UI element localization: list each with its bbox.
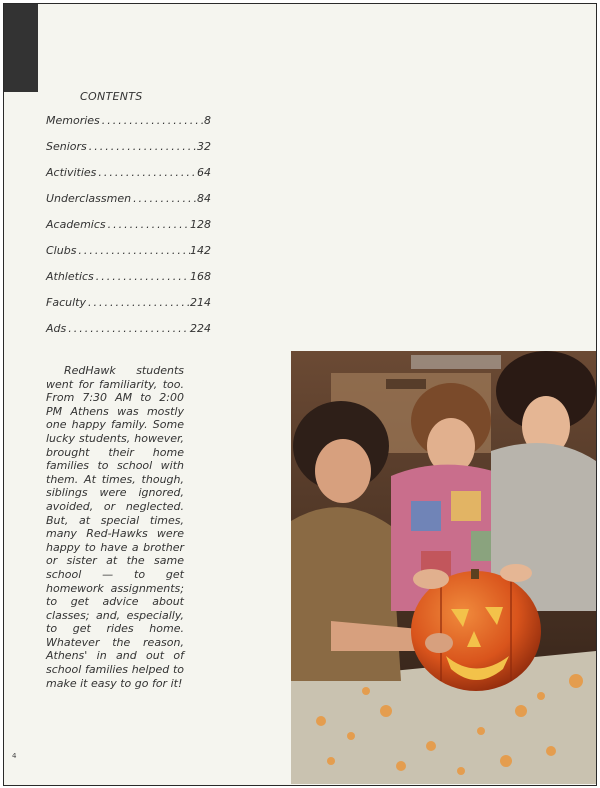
contents-entry-label: Faculty xyxy=(46,296,86,309)
contents-entry-label: Activities xyxy=(46,166,97,179)
body-copy xyxy=(46,364,184,690)
contents-entry-page: 84 xyxy=(197,192,211,205)
contents-entry-page: 8 xyxy=(204,114,211,127)
dot-leader xyxy=(106,218,190,231)
contents-entry xyxy=(46,322,211,348)
contents-entry-label: Clubs xyxy=(46,244,77,257)
dot-leader xyxy=(76,244,190,257)
contents-entry-page: 224 xyxy=(190,322,211,335)
contents-entry xyxy=(46,270,211,296)
contents-heading: CONTENTS xyxy=(80,90,143,103)
contents-entry xyxy=(46,166,211,192)
contents-entry-label: Underclassmen xyxy=(46,192,132,205)
contents-entry-label: Ads xyxy=(46,322,67,335)
contents-entry xyxy=(46,140,211,166)
contents-entry-page: 214 xyxy=(190,296,211,309)
contents-entry-label: Memories xyxy=(46,114,100,127)
dot-leader xyxy=(86,296,190,309)
dot-leader xyxy=(131,192,197,205)
contents-list xyxy=(46,114,211,348)
contents-entry-page: 32 xyxy=(197,140,211,153)
dot-leader xyxy=(96,166,197,179)
contents-entry xyxy=(46,296,211,322)
contents-entry-page: 168 xyxy=(190,270,211,283)
page-number: 4 xyxy=(12,752,17,760)
dot-leader xyxy=(100,114,204,127)
hand xyxy=(500,564,532,582)
dot-leader xyxy=(66,322,190,335)
contents-entry xyxy=(46,192,211,218)
contents-entry-label: Athletics xyxy=(46,270,94,283)
body-paragraph: RedHawk students went for familiarity, too. From 7:30 AM to 2:00 PM Athens was mostly one happy family. Some lucky students, however, brought their home families to school with them. At times, though, siblings were ignored, avoided, or neglected. But, at special times, many Red-Hawks were happy to have a brother or sister at the same school — to get homework assignments; to get advice about classes; and, especially, to get rides home. Whatever the reason, Athens' in and out of school families helped to make it easy to go for it! xyxy=(46,364,184,690)
contents-entry-label: Seniors xyxy=(46,140,87,153)
pumpkin-carving-photo xyxy=(291,351,596,784)
dot-leader xyxy=(87,140,197,153)
contents-entry xyxy=(46,244,211,270)
dot-leader xyxy=(94,270,190,283)
contents-entry-label: Academics xyxy=(46,218,106,231)
contents-entry xyxy=(46,114,211,140)
contents-entry-page: 64 xyxy=(197,166,211,179)
page-corner-tab xyxy=(4,4,38,92)
hand xyxy=(413,569,449,589)
yearbook-page xyxy=(3,3,597,786)
left-person-sweater xyxy=(291,507,401,681)
photo-illustration xyxy=(291,351,596,784)
contents-entry xyxy=(46,218,211,244)
contents-entry-page: 142 xyxy=(190,244,211,257)
contents-entry-page: 128 xyxy=(190,218,211,231)
hand xyxy=(425,633,453,653)
